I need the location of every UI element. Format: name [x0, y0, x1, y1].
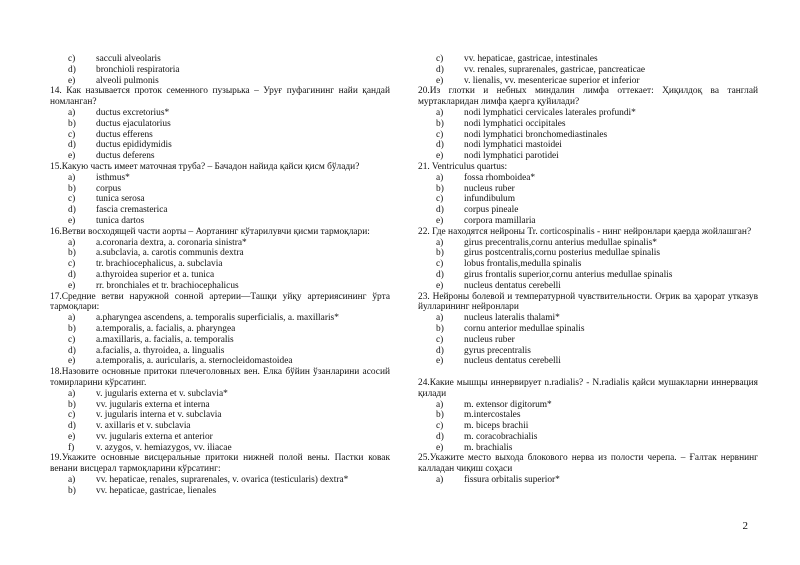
option-label: a) — [68, 237, 76, 248]
option-label: b) — [68, 323, 76, 334]
option-label: d) — [436, 269, 444, 280]
answer-option — [418, 281, 758, 292]
answer-option — [50, 410, 390, 421]
answer-option — [50, 205, 390, 216]
question-text: 14. Как называется проток семенного пузырька – Уруғ пуфагининг найи қандай номланган? — [50, 86, 390, 108]
option-label: a) — [436, 172, 444, 183]
question-text: 17.Средние ветви наружной сонной артерии—Ташқи уйқу артериясининг ўрта тармоқлари: — [50, 291, 390, 313]
option-text: vv. jugularis externa et anterior — [96, 431, 213, 442]
option-text: infundibulum — [464, 194, 516, 205]
option-label: d) — [436, 345, 444, 356]
answer-option — [50, 65, 390, 76]
option-text: girus precentralis,cornu anterius medullae spinalis* — [464, 237, 657, 248]
option-text: m. biceps brachii — [464, 421, 529, 432]
option-text: v. jugularis externa et v. subclavia* — [96, 388, 228, 399]
answer-option — [418, 335, 758, 346]
option-text: m. coracobrachialis — [464, 431, 538, 442]
option-label: e) — [68, 215, 76, 226]
option-text: v. azygos, v. hemiazygos, vv. iliacae — [96, 442, 232, 453]
option-label: e) — [68, 431, 76, 442]
option-text: ductus deferens — [96, 151, 155, 162]
option-label: c) — [436, 421, 444, 432]
option-text: ductus ejaculatorius — [96, 118, 171, 129]
option-text: v. jugularis interna et v. subclavia — [96, 410, 222, 421]
option-text: gyrus precentralis — [464, 345, 531, 356]
option-label: d) — [436, 64, 444, 75]
right-column — [418, 54, 758, 486]
left-column — [50, 54, 390, 497]
option-text: nodi lymphatici mastoidei — [464, 140, 562, 151]
answer-option — [418, 400, 758, 411]
option-text: a.facialis, a. thyroidea, a. lingualis — [96, 345, 225, 356]
option-text: v. lienalis, vv. mesentericae superior et inferior — [464, 75, 640, 86]
option-text: ductus excretorius* — [96, 107, 170, 118]
answer-option — [418, 216, 758, 227]
option-label: d) — [68, 140, 76, 151]
option-label: a) — [68, 475, 76, 486]
option-label: e) — [68, 75, 76, 86]
option-label: d) — [436, 205, 444, 216]
answer-option — [50, 281, 390, 292]
option-text: tr. brachiocephalicus, a. subclavia — [96, 259, 223, 270]
option-label: b) — [68, 399, 76, 410]
option-label: c) — [436, 334, 444, 345]
page-number: 2 — [742, 520, 748, 532]
question-text: 16.Ветви восходящей части аорты – Аортанинг кўтарилувчи қисми тармоқлари: — [50, 226, 370, 237]
option-text: a.maxillaris, a. facialis, a. temporalis — [96, 334, 234, 345]
answer-option — [50, 140, 390, 151]
answer-option — [50, 130, 390, 141]
option-label: c) — [436, 259, 444, 270]
option-text: nodi lymphatici occipitales — [464, 118, 566, 129]
answer-option — [50, 238, 390, 249]
option-text: nucleus ruber — [464, 334, 515, 345]
option-label: e) — [436, 442, 444, 453]
option-label: b) — [68, 118, 76, 129]
option-label: a) — [68, 172, 76, 183]
option-text: vv. hepaticae, gastricae, lienales — [96, 485, 217, 496]
answer-option — [418, 475, 758, 486]
answer-option — [418, 270, 758, 281]
option-label: c) — [68, 54, 76, 64]
option-text: rr. bronchiales et tr. brachiocephalicus — [96, 280, 239, 291]
answer-option — [418, 259, 758, 270]
option-text: ductus efferens — [96, 129, 153, 140]
option-label: e) — [436, 151, 444, 162]
option-label: e) — [68, 151, 76, 162]
option-label: e) — [436, 215, 444, 226]
answer-option — [50, 216, 390, 227]
answer-option — [50, 270, 390, 281]
answer-option — [50, 173, 390, 184]
answer-option — [50, 400, 390, 411]
answer-option — [418, 443, 758, 454]
option-text: ductus epididymidis — [96, 140, 172, 151]
answer-option — [418, 173, 758, 184]
answer-option — [418, 324, 758, 335]
answer-option — [418, 119, 758, 130]
answer-option — [418, 421, 758, 432]
answer-option — [418, 76, 758, 87]
option-label: f) — [68, 442, 75, 453]
option-text: nodi lymphatici parotidei — [464, 151, 559, 162]
option-text: isthmus* — [96, 172, 130, 183]
answer-option — [418, 108, 758, 119]
option-label: b) — [68, 485, 76, 496]
option-text: fissura orbitalis superior* — [464, 475, 560, 486]
option-text: nucleus ruber — [464, 183, 515, 194]
option-text: a.temporalis, a. facialis, a. pharyngea — [96, 323, 236, 334]
option-text: nodi lymphatici bronchomediastinales — [464, 129, 608, 140]
option-text: corpora mamillaria — [464, 215, 536, 226]
option-label: a) — [436, 237, 444, 248]
answer-option — [50, 443, 390, 454]
answer-option — [418, 410, 758, 421]
answer-option — [50, 54, 390, 65]
option-text: fossa rhomboidea* — [464, 172, 536, 183]
answer-option — [50, 313, 390, 324]
option-label: a) — [436, 313, 444, 324]
option-text: v. axillaris et v. subclavia — [96, 421, 191, 432]
option-label: b) — [436, 248, 444, 259]
option-label: e) — [436, 75, 444, 86]
option-label: e) — [68, 356, 76, 367]
option-text: fascia cremasterica — [96, 205, 168, 216]
answer-option — [418, 65, 758, 76]
option-text: nucleus dentatus cerebelli — [464, 280, 561, 291]
option-text: a.thyroidea superior et a. tunica — [96, 269, 215, 280]
question-text: 23. Нейроны болевой и температурной чувствительности. Оғрик ва ҳарорат утказув йулларининг нейронлари — [418, 291, 758, 313]
option-label: e) — [436, 356, 444, 367]
answer-option — [50, 389, 390, 400]
option-label: a) — [68, 313, 76, 324]
question-text: 25.Укажите место выхода блокового нерва из полости черепа. – Ғалтак нервнинг калладан чиқиш соҳаси — [418, 453, 758, 475]
option-text: nucleus dentatus cerebelli — [464, 356, 561, 367]
option-label: c) — [68, 410, 76, 421]
question-text: 20.Из глотки и небных миндалин лимфа оттекает: Ҳиқилдоқ ва танглай муртакларидан лимфа қаерга қуйилади? — [418, 86, 758, 108]
option-text: girus frontalis superior,cornu anterius medullae spinalis — [464, 269, 673, 280]
option-text: corpus — [96, 183, 121, 194]
option-label: c) — [436, 129, 444, 140]
option-text: girus postcentralis,cornu posterius medullae spinalis — [464, 248, 661, 259]
option-label: d) — [68, 345, 76, 356]
option-text: vv. hepaticae, gastricae, intestinales — [464, 54, 598, 64]
option-text: nucleus lateralis thalami* — [464, 313, 560, 324]
answer-option — [50, 346, 390, 357]
spacer — [418, 367, 758, 378]
option-label: b) — [436, 118, 444, 129]
option-text: a.temporalis, a. auricularis, a. sternocleidomastoidea — [96, 356, 293, 367]
answer-option — [50, 432, 390, 443]
option-label: d) — [68, 205, 76, 216]
option-text: tunica dartos — [96, 215, 145, 226]
option-text: sacculi alveolaris — [96, 54, 161, 64]
answer-option — [50, 259, 390, 270]
option-text: a.subclavia, a. carotis communis dextra — [96, 248, 244, 259]
option-text: a.pharyngea ascendens, a. temporalis superficialis, a. maxillaris* — [96, 313, 339, 324]
option-label: d) — [436, 140, 444, 151]
question-text: 24.Какие мышцы иннервирует n.radialis? - N.radialis қайси мушакларни иннервация қилади — [418, 377, 758, 399]
option-text: vv. hepaticae, renales, suprarenales, v. ovarica (testicularis) dextra* — [96, 475, 349, 486]
option-label: d) — [436, 431, 444, 442]
option-label: a) — [68, 388, 76, 399]
answer-option — [50, 151, 390, 162]
option-text: lobus frontalis,medulla spinalis — [464, 259, 582, 270]
option-label: c) — [436, 194, 444, 205]
option-label: c) — [68, 129, 76, 140]
answer-option — [418, 54, 758, 65]
answer-option — [50, 421, 390, 432]
answer-option — [50, 248, 390, 259]
option-text: a.coronaria dextra, a. coronaria sinistra* — [96, 237, 247, 248]
answer-option — [418, 205, 758, 216]
option-text: nodi lymphatici cervicales laterales profundi* — [464, 107, 636, 118]
option-label: d) — [68, 421, 76, 432]
answer-option — [50, 356, 390, 367]
option-label: b) — [68, 183, 76, 194]
answer-option — [50, 335, 390, 346]
option-label: a) — [436, 107, 444, 118]
option-label: a) — [68, 107, 76, 118]
option-text: m.intercostales — [464, 410, 521, 421]
option-text: m. brachialis — [464, 442, 513, 453]
option-text: cornu anterior medullae spinalis — [464, 323, 585, 334]
option-label: b) — [436, 183, 444, 194]
question-text: 19.Укажите основные висцеральные притоки нижней полой вены. Пастки ковак венани висцерал тармоқларини кўрсатинг: — [50, 453, 390, 475]
option-label: a) — [436, 475, 444, 486]
option-text: vv. jugularis externa et interna — [96, 399, 210, 410]
answer-option — [50, 119, 390, 130]
option-label: c) — [68, 194, 76, 205]
answer-option — [50, 76, 390, 87]
answer-option — [418, 130, 758, 141]
option-text: alveoli pulmonis — [96, 75, 159, 86]
question-text: 22. Где находятся нейроны Tr. corticospinalis - нинг нейронлари қаерда жойлашган? — [418, 226, 752, 237]
answer-option — [418, 238, 758, 249]
option-label: b) — [68, 248, 76, 259]
question-text: 15.Какую часть имеет маточная труба? – Бачадон найида қайси қисм бўлади? — [50, 161, 360, 172]
answer-option — [418, 248, 758, 259]
option-label: c) — [68, 259, 76, 270]
option-text: corpus pineale — [464, 205, 519, 216]
option-label: b) — [436, 323, 444, 334]
answer-option — [418, 184, 758, 195]
option-label: b) — [436, 410, 444, 421]
answer-option — [50, 486, 390, 497]
answer-option — [50, 108, 390, 119]
question-text: 21. Ventriculus quartus: — [418, 161, 508, 172]
answer-option — [50, 324, 390, 335]
option-label: d) — [68, 64, 76, 75]
option-label: c) — [436, 54, 444, 64]
answer-option — [418, 346, 758, 357]
option-label: a) — [436, 399, 444, 410]
answer-option — [418, 432, 758, 443]
answer-option — [50, 475, 390, 486]
option-label: d) — [68, 269, 76, 280]
answer-option — [50, 184, 390, 195]
answer-option — [418, 194, 758, 205]
answer-option — [418, 151, 758, 162]
option-label: e) — [68, 280, 76, 291]
answer-option — [418, 313, 758, 324]
answer-option — [418, 140, 758, 151]
option-text: m. extensor digitorum* — [464, 399, 552, 410]
option-text: bronchioli respiratoria — [96, 64, 180, 75]
option-label: e) — [436, 280, 444, 291]
question-text: 18.Назовите основные притоки плечеголовных вен. Елка бўйин ўзанларини асосий томирларини кўрсатинг. — [50, 367, 390, 388]
option-text: vv. renales, suprarenales, gastricae, pancreaticae — [464, 64, 646, 75]
option-label: c) — [68, 334, 76, 345]
option-text: tunica serosa — [96, 194, 145, 205]
answer-option — [418, 356, 758, 367]
answer-option — [50, 194, 390, 205]
